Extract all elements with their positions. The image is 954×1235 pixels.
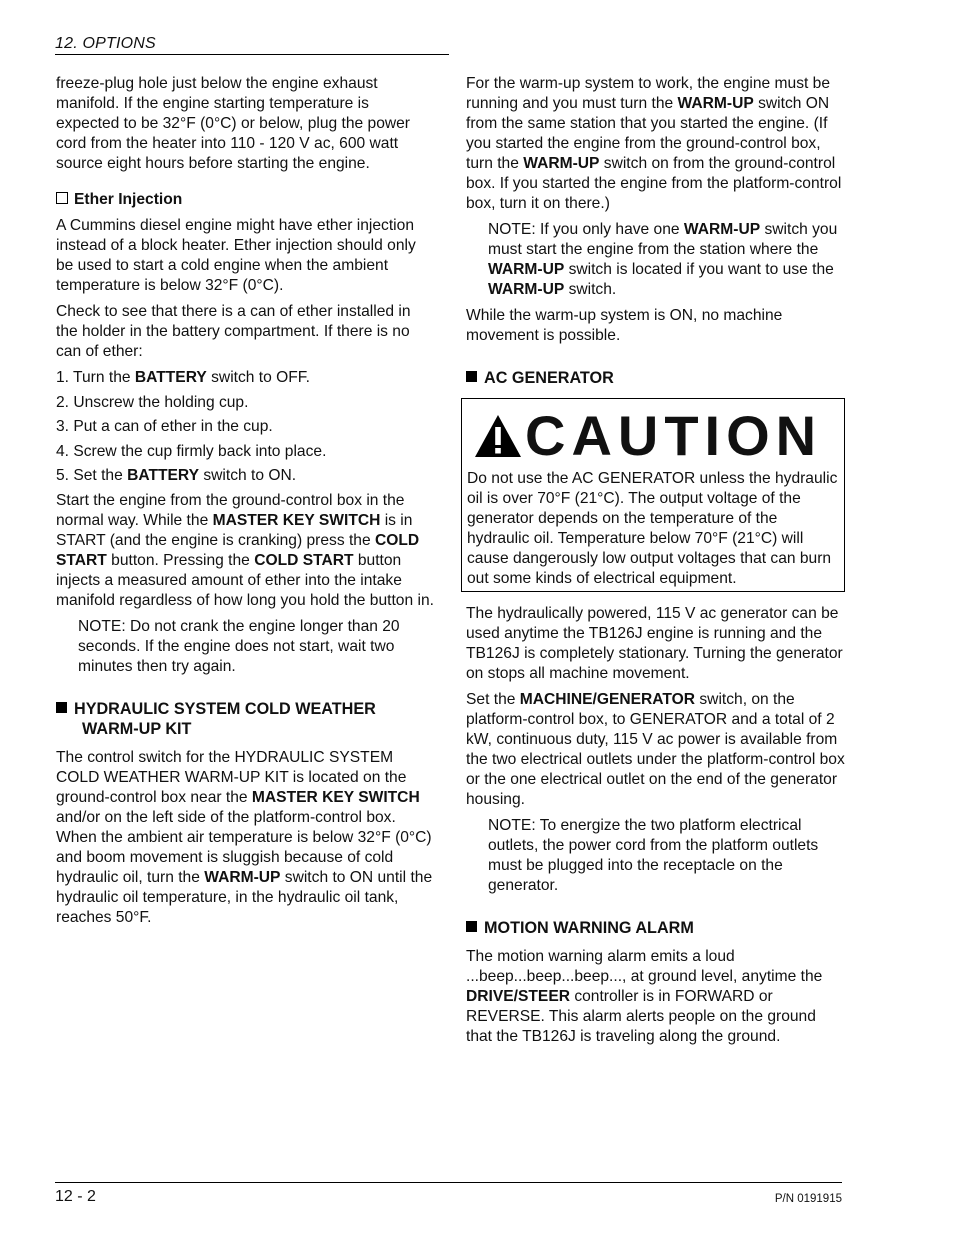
ac-generator-heading: AC GENERATOR [466,368,846,388]
bullet-square-icon [466,371,477,382]
left-column [56,74,434,934]
caution-box [461,398,845,592]
caution-text: Do not use the AC GENERATOR unless the hydraulic oil is over 70°F (21°C). The output voltage of the generator depends on the temperature of the hydraulic oil. Temperature below 70°F (21°C) will cause dangerously low output voltages that can burn out some kinds of electrical equipment. [467,470,838,587]
heater-paragraph: freeze-plug hole just below the engine exhaust manifold. If the engine starting temperature is expected to be 32°F (0°C) or below, plug the power cord from the heater into 110 - 120 V ac, 600 watt source eight hours before starting the engine. [56,75,411,172]
bullet-square-icon [466,921,477,932]
outlets-note: NOTE: To energize the two platform electrical outlets, the power cord from the platform outlets must be plugged into the receptacle on the generator. [488,817,819,894]
warmup-paragraph: For the warm-up system to work, the engine must be running and you must turn the WARM-UP switch ON from the same station that you started the engine. (If you started the engine from the ground-control box, turn the WARM-UP switch on from the ground-control box. If you started the engine from the platform-control box, turn it on there.) [466,75,842,212]
ether-paragraph-1: A Cummins diesel engine might have ether injection instead of a block heater. Ether injection should only be used to start a cold engine when the ambient temperature is below 32°F (0°C). [56,217,416,294]
motion-alarm-heading: MOTION WARNING ALARM [466,918,846,938]
bullet-square-icon [56,702,67,713]
step-2: 2. Unscrew the holding cup. [56,393,249,411]
motion-alarm-paragraph: The motion warning alarm emits a loud ...beep...beep...beep..., at ground level, anytime the DRIVE/STEER controller is in FORWARD or REVERSE. This alarm alerts people on the ground that the TB126J is traveling along the ground. [466,948,823,1045]
cold-start-paragraph: Start the engine from the ground-control box in the normal way. While the MASTER KEY SWITCH is in START (and the engine is cranking) press the COLD START button. Pressing the COLD START button injects a measured amount of ether into the intake manifold regardless of how long you hold the button in. [56,491,434,609]
page-footer [55,1182,842,1205]
ether-injection-heading: Ether Injection [56,190,434,210]
step-4: 4. Screw the cup firmly back into place. [56,442,327,460]
ac-paragraph-1: The hydraulically powered, 115 V ac generator can be used anytime the TB126J engine is running and the TB126J is completely stationary. Turning the generator on stops all machine movement. [466,605,843,682]
part-number: P/N 0191915 [774,1193,842,1205]
step-5: 5. Set the BATTERY switch to ON. [56,467,297,484]
page-header [55,34,449,55]
step-3: 3. Put a can of ether in the cup. [56,418,273,435]
section-title: 12. OPTIONS [55,35,156,52]
hydraulic-warmup-heading: HYDRAULIC SYSTEM COLD WEATHER WARM-UP KIT [56,699,434,739]
hydraulic-warmup-paragraph: The control switch for the HYDRAULIC SYSTEM COLD WEATHER WARM-UP KIT is located on the ground-control box near the MASTER KEY SWITCH and/or on the left side of the platform-control box. When the ambient air temperature is below 32°F (0°C) and boom movement is sluggish because of cold hydraulic oil, turn the WARM-UP switch to ON until the hydraulic oil temperature, in the hydraulic oil tank, reaches 50°F. [56,748,433,926]
right-column [466,74,846,1053]
page-number: 12 - 2 [55,1188,96,1205]
ether-steps [56,368,434,486]
crank-note: NOTE: Do not crank the engine longer than 20 seconds. If the engine does not start, wait two minutes then try again. [78,617,400,675]
step-1: 1. Turn the BATTERY switch to OFF. [56,369,310,386]
caution-header [467,405,840,467]
checkbox-icon [56,192,68,204]
warning-triangle-icon [473,413,523,459]
ac-paragraph-2: Set the MACHINE/GENERATOR switch, on the platform-control box, to GENERATOR and a total of 2 kW, continuous duty, 115 V ac power is available from the two electrical outlets under the platform-control box or the one electrical outlet on the end of the generator housing. [466,691,845,808]
warmup-paragraph-2: While the warm-up system is ON, no machine movement is possible. [466,307,783,344]
caution-word: CAUTION [525,404,823,467]
ether-paragraph-2: Check to see that there is a can of ether installed in the holder in the battery compartment. If there is no can of ether: [56,303,411,360]
warmup-note: NOTE: If you only have one WARM-UP switch you must start the engine from the station where the WARM-UP switch is located if you want to use the WARM-UP switch. [488,221,838,298]
